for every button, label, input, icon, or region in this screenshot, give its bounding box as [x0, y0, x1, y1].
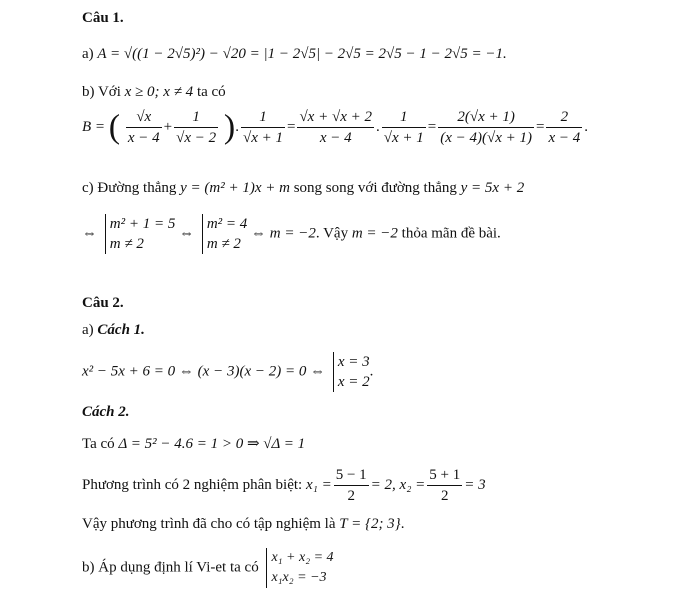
- q2-part-a-heading: [82, 320, 145, 340]
- q2-eq1: x² − 5x + 6 = 0 ⇔ (x − 3)(x − 2) = 0 ⇔: [82, 363, 326, 380]
- q1-part-a: [82, 44, 507, 64]
- q1-b-condition: x ≥ 0; x ≠ 4: [124, 84, 194, 100]
- q2-x1-frac: $\frac{5 - 1}{2}$: [335, 467, 367, 504]
- q1-b-frac1: $\frac{√x}{x - 4}$: [127, 109, 160, 146]
- q2-conclusion-text: Vậy phương trình đã cho có tập nghiệm là: [82, 516, 336, 532]
- q1-c-line2: y = 5x + 2: [460, 180, 525, 196]
- q1-c-text: c) Đường thẳng: [82, 180, 177, 196]
- question-1-title: Câu 1.: [82, 10, 124, 26]
- q1-b-intro-tail: ta có: [196, 84, 226, 100]
- q2-conclusion-line: Vậy phương trình đã cho có tập nghiệm là T = {2; 3}.: [82, 516, 405, 532]
- q2-conclusion-set: T = {2; 3}: [339, 516, 401, 532]
- question-2-title: Câu 2.: [82, 295, 124, 311]
- q1-b-frac3: $\frac{1}{√x + 1}$: [242, 109, 283, 146]
- q1-c-system1: m² + 1 = 5 m ≠ 2: [105, 214, 176, 254]
- q1-c-tail-a: . Vậy: [315, 225, 349, 242]
- q1-part-c-intro: [82, 178, 524, 198]
- q1-c-result: ⇔ m = −2: [251, 225, 316, 242]
- q1-a-label: a): [82, 46, 94, 62]
- q1-c-line1: y = (m² + 1)x + m: [180, 180, 290, 196]
- q1-b-frac6: $\frac{2(√x + 1)}{(x - 4)(√x + 1)}$: [440, 109, 532, 146]
- q2-method1-equation: x² − 5x + 6 = 0 ⇔ (x − 3)(x − 2) = 0 ⇔ x = 3 x = 2 .: [82, 354, 374, 390]
- q2-part-b: [82, 548, 334, 588]
- q1-c-tail-b: thỏa mãn đề bài.: [401, 225, 501, 242]
- q2-delta-line: [82, 434, 305, 454]
- q1-b-frac4: $\frac{√x + √x + 2}{x - 4}$: [299, 109, 372, 146]
- q2-delta-prefix: Ta có: [82, 436, 115, 452]
- q1-a-formula: A = √((1 − 2√5)²) − √20 = |1 − 2√5| − 2√5 = 2√5 − 1 − 2√5 = −1.: [97, 46, 507, 62]
- q1-b-intro-text: b) Với: [82, 84, 121, 100]
- q1-c-tail-m: m = −2: [351, 225, 398, 242]
- q2-x2-val: = 3: [464, 476, 486, 493]
- q2-method1-title: Cách 1.: [97, 322, 145, 338]
- q1-b-frac7: $\frac{2}{x - 4}$: [548, 109, 581, 146]
- q1-part-b-formula: B = ( $\frac{√x}{x - 4}$ + $\frac{1}{√x - 2}$ ). $\frac{1}{√x + 1}$ = $\frac{√x + √x + 2}{x - 4}$ . $\frac{1}{√x + 1}$ = $\frac{2(√x + 1)}{(x - 4)(√x + 1)}$ = $\frac{2}{x - 4}$ .: [82, 108, 588, 146]
- q1-part-c-solution: ⇔ m² + 1 = 5 m ≠ 2 ⇔ m² = 4 m ≠ 2 ⇔ m = −2. Vậy m = −2 thỏa mãn đề bài.: [82, 216, 501, 252]
- q1-c-system2: m² = 4 m ≠ 2: [202, 214, 247, 254]
- q2-vieta-system: x₁ + x₂ = 4 x₁x₂ = −3: [266, 548, 333, 588]
- q2-x1-val: = 2,: [370, 476, 396, 493]
- q1-b-lhs: B =: [82, 118, 106, 135]
- q2-x1-label: x₁ =: [305, 476, 332, 493]
- q2-method2-title: Cách 2.: [82, 404, 130, 420]
- q2-roots-line: [82, 466, 486, 505]
- q2-a-label: a): [82, 322, 94, 338]
- q2-delta-formula: Δ = 5² − 4.6 = 1 > 0 ⇒ √Δ = 1: [118, 436, 306, 452]
- q2-x2-label: x₂ =: [399, 476, 426, 493]
- q1-c-mid: song song với đường thẳng: [293, 180, 457, 196]
- q2-b-text: b) Áp dụng định lí Vi-et ta có: [82, 559, 259, 576]
- q2-x2-frac: $\frac{5 + 1}{2}$: [429, 467, 461, 504]
- q1-part-b-intro: [82, 82, 226, 102]
- q2-sol1: x = 3 x = 2: [333, 352, 370, 392]
- q1-b-frac2: $\frac{1}{√x - 2}$: [176, 109, 217, 146]
- q1-b-frac5: $\frac{1}{√x + 1}$: [383, 109, 424, 146]
- q2-roots-text: Phương trình có 2 nghiệm phân biệt:: [82, 476, 303, 493]
